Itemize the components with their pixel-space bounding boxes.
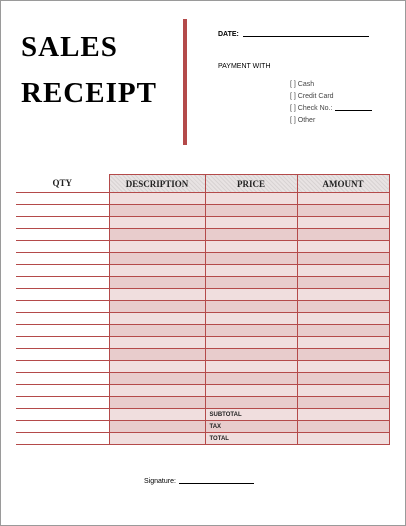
price-cell[interactable]: [205, 301, 297, 313]
qty-cell[interactable]: [16, 373, 109, 385]
table-row: [16, 193, 389, 205]
description-cell[interactable]: [109, 229, 205, 241]
column-header-qty: QTY: [16, 175, 109, 193]
qty-cell[interactable]: [16, 397, 109, 409]
check-number-line: [335, 110, 372, 111]
price-cell[interactable]: [205, 349, 297, 361]
summary-row: [16, 409, 389, 421]
table-row: [16, 361, 389, 373]
description-cell: [109, 421, 205, 433]
description-cell[interactable]: [109, 337, 205, 349]
column-header-description: DESCRIPTION: [109, 175, 205, 193]
description-cell[interactable]: [109, 313, 205, 325]
table-row: [16, 349, 389, 361]
price-cell[interactable]: [205, 193, 297, 205]
qty-cell[interactable]: [16, 433, 109, 445]
title-divider: [183, 19, 187, 145]
signature-label: Signature:: [144, 478, 176, 485]
price-cell[interactable]: [205, 325, 297, 337]
qty-cell[interactable]: [16, 289, 109, 301]
summary-amount-total[interactable]: [297, 433, 389, 445]
price-cell[interactable]: [205, 205, 297, 217]
description-cell[interactable]: [109, 301, 205, 313]
summary-row: [16, 421, 389, 433]
table-row: [16, 301, 389, 313]
table-row: [16, 373, 389, 385]
amount-cell[interactable]: [297, 397, 389, 409]
payment-option-credit-card[interactable]: [ ] Credit Card: [290, 93, 334, 100]
receipt-title-line1: SALES: [21, 31, 118, 63]
summary-amount-tax[interactable]: [297, 421, 389, 433]
description-cell[interactable]: [109, 289, 205, 301]
amount-cell[interactable]: [297, 217, 389, 229]
description-cell[interactable]: [109, 277, 205, 289]
amount-cell[interactable]: [297, 313, 389, 325]
qty-cell[interactable]: [16, 265, 109, 277]
price-cell[interactable]: [205, 229, 297, 241]
amount-cell[interactable]: [297, 277, 389, 289]
price-cell[interactable]: [205, 241, 297, 253]
table-row: [16, 337, 389, 349]
price-cell[interactable]: [205, 265, 297, 277]
amount-cell[interactable]: [297, 193, 389, 205]
description-cell[interactable]: [109, 373, 205, 385]
amount-cell[interactable]: [297, 253, 389, 265]
amount-cell[interactable]: [297, 349, 389, 361]
table-row: [16, 289, 389, 301]
description-cell[interactable]: [109, 325, 205, 337]
price-cell[interactable]: [205, 253, 297, 265]
amount-cell[interactable]: [297, 229, 389, 241]
price-cell[interactable]: [205, 337, 297, 349]
table-row: [16, 265, 389, 277]
qty-cell[interactable]: [16, 421, 109, 433]
summary-amount-subtotal[interactable]: [297, 409, 389, 421]
items-body: [16, 193, 389, 445]
qty-cell[interactable]: [16, 241, 109, 253]
summary-label-tax: TAX: [205, 421, 297, 433]
description-cell[interactable]: [109, 385, 205, 397]
price-cell[interactable]: [205, 397, 297, 409]
qty-cell[interactable]: [16, 361, 109, 373]
qty-cell[interactable]: [16, 337, 109, 349]
price-cell[interactable]: [205, 289, 297, 301]
description-cell[interactable]: [109, 253, 205, 265]
table-row: [16, 205, 389, 217]
summary-row: [16, 433, 389, 445]
amount-cell[interactable]: [297, 337, 389, 349]
amount-cell[interactable]: [297, 205, 389, 217]
signature-field[interactable]: [144, 478, 254, 485]
qty-cell[interactable]: [16, 193, 109, 205]
amount-cell[interactable]: [297, 373, 389, 385]
price-cell[interactable]: [205, 217, 297, 229]
amount-cell[interactable]: [297, 289, 389, 301]
description-cell: [109, 433, 205, 445]
qty-cell[interactable]: [16, 349, 109, 361]
payment-option-check[interactable]: [ ] Check No.:: [290, 105, 372, 112]
table-row: [16, 241, 389, 253]
payment-option-other[interactable]: [ ] Other: [290, 117, 316, 124]
date-label: DATE:: [218, 31, 239, 38]
payment-option-cash[interactable]: [ ] Cash: [290, 81, 315, 88]
description-cell: [109, 409, 205, 421]
amount-cell[interactable]: [297, 325, 389, 337]
amount-cell[interactable]: [297, 361, 389, 373]
qty-cell[interactable]: [16, 313, 109, 325]
description-cell[interactable]: [109, 349, 205, 361]
qty-cell[interactable]: [16, 205, 109, 217]
signature-line: [179, 483, 254, 484]
qty-cell[interactable]: [16, 325, 109, 337]
description-cell[interactable]: [109, 217, 205, 229]
items-table: [16, 174, 390, 445]
column-header-price: PRICE: [205, 175, 297, 193]
amount-cell[interactable]: [297, 385, 389, 397]
amount-cell[interactable]: [297, 265, 389, 277]
summary-label-total: TOTAL: [205, 433, 297, 445]
qty-cell[interactable]: [16, 217, 109, 229]
table-row: [16, 277, 389, 289]
price-cell[interactable]: [205, 277, 297, 289]
qty-cell[interactable]: [16, 385, 109, 397]
description-cell[interactable]: [109, 193, 205, 205]
description-cell[interactable]: [109, 397, 205, 409]
description-cell[interactable]: [109, 205, 205, 217]
price-cell[interactable]: [205, 373, 297, 385]
price-cell[interactable]: [205, 313, 297, 325]
qty-cell[interactable]: [16, 253, 109, 265]
table-row: [16, 253, 389, 265]
price-cell[interactable]: [205, 385, 297, 397]
date-line: [243, 36, 369, 37]
date-field[interactable]: [218, 31, 369, 38]
table-row: [16, 325, 389, 337]
description-cell[interactable]: [109, 361, 205, 373]
description-cell[interactable]: [109, 265, 205, 277]
column-header-amount: AMOUNT: [297, 175, 389, 193]
table-row: [16, 229, 389, 241]
description-cell[interactable]: [109, 241, 205, 253]
table-row: [16, 397, 389, 409]
qty-cell[interactable]: [16, 229, 109, 241]
payment-label: PAYMENT WITH: [218, 63, 271, 70]
price-cell[interactable]: [205, 361, 297, 373]
qty-cell[interactable]: [16, 277, 109, 289]
receipt-title-line2: RECEIPT: [21, 77, 157, 109]
summary-label-subtotal: SUBTOTAL: [205, 409, 297, 421]
amount-cell[interactable]: [297, 241, 389, 253]
table-row: [16, 313, 389, 325]
table-row: [16, 217, 389, 229]
qty-cell[interactable]: [16, 301, 109, 313]
amount-cell[interactable]: [297, 301, 389, 313]
qty-cell[interactable]: [16, 409, 109, 421]
table-row: [16, 385, 389, 397]
